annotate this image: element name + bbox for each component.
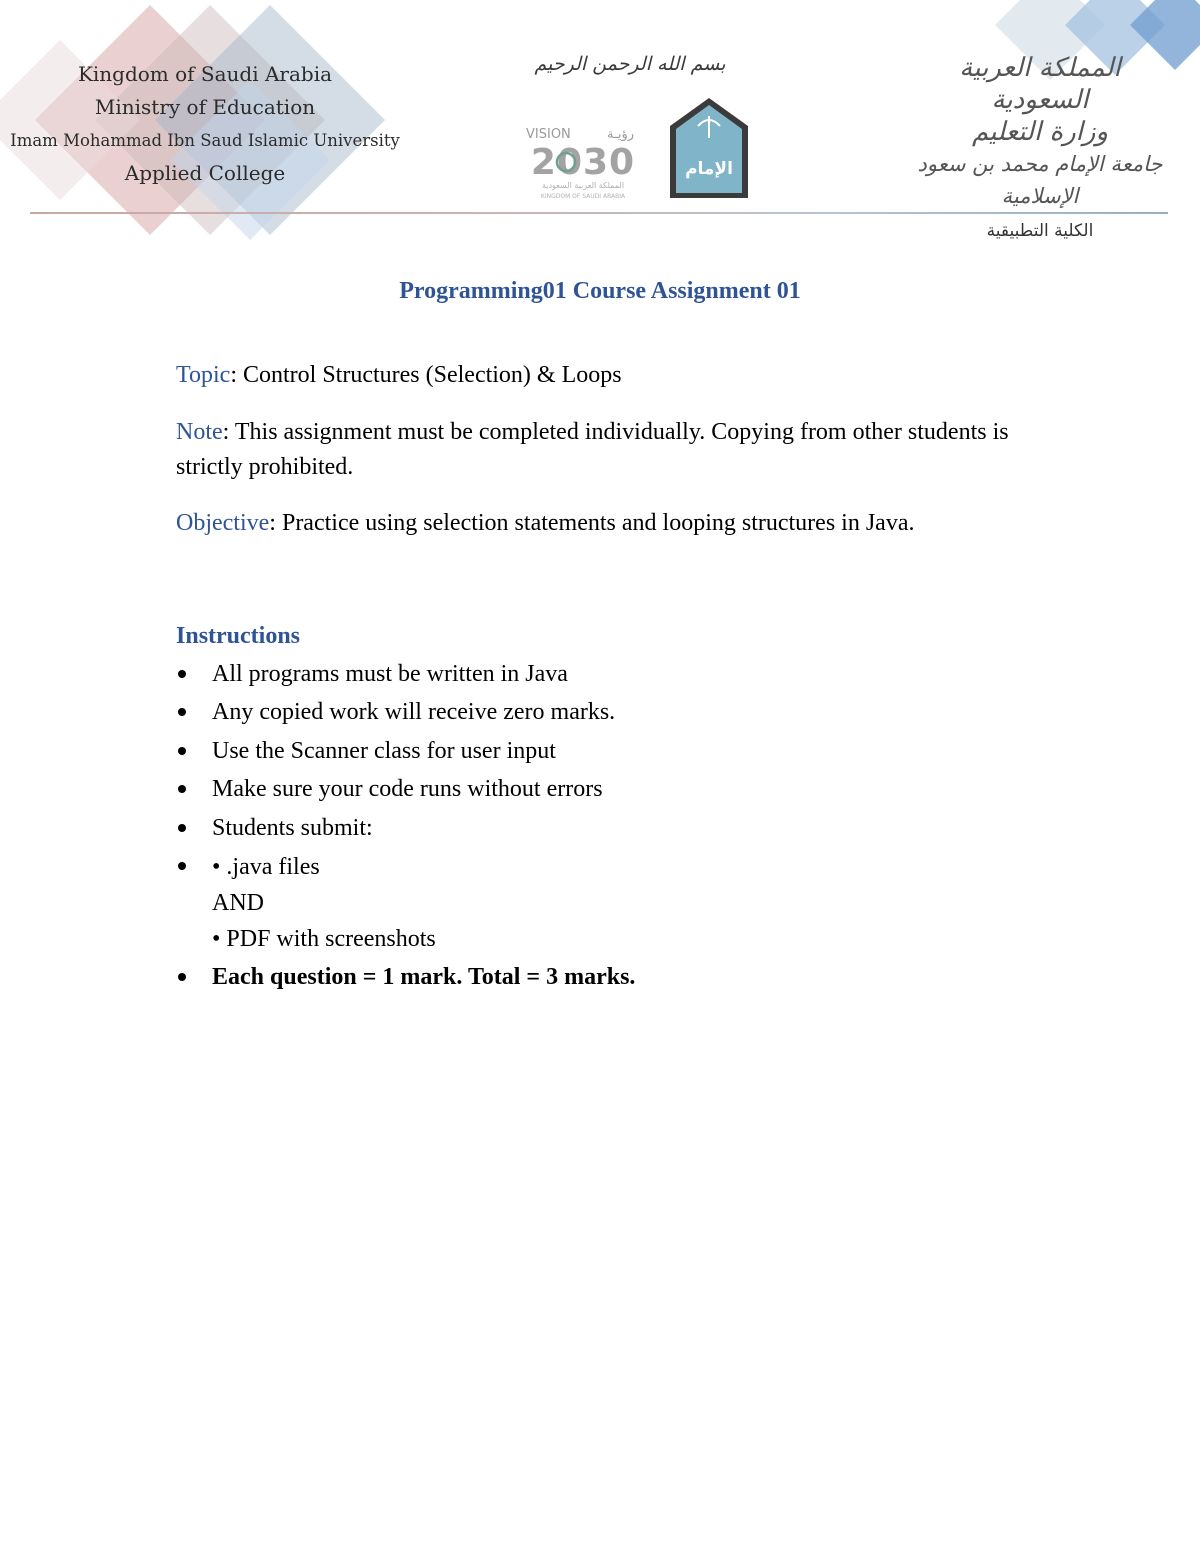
header-divider — [30, 212, 1168, 214]
instruction-text: Any copied work will receive zero marks. — [212, 699, 616, 726]
submission-java-files: • .java files — [212, 853, 320, 880]
list-item — [176, 657, 1036, 692]
instructions-list — [176, 657, 1036, 999]
list-item — [176, 734, 1036, 769]
kingdom-name: Kingdom of Saudi Arabia — [77, 62, 333, 86]
vision-year: 2030 — [530, 142, 636, 183]
objective-paragraph — [176, 506, 1036, 541]
list-item — [176, 695, 1036, 730]
bullet-icon — [178, 747, 186, 755]
list-item — [176, 811, 1036, 846]
bullet-icon — [178, 670, 186, 678]
basmala-calligraphy — [530, 42, 730, 84]
vision-caption-ar: المملكة العربية السعودية — [541, 181, 625, 190]
topic-text: : Control Structures (Selection) & Loops — [230, 362, 622, 388]
arabic-kingdom-name: المملكة العربية السعودية — [959, 53, 1121, 115]
bullet-icon — [178, 708, 186, 716]
instruction-text: Students submit: — [212, 814, 373, 841]
bullet-icon — [178, 973, 186, 981]
university-emblem — [668, 96, 750, 200]
college-name: Applied College — [124, 161, 286, 185]
arabic-ministry-name: وزارة التعليم — [971, 117, 1109, 147]
vision-label-en: VISION — [526, 127, 571, 142]
vision-2030-logo — [522, 122, 644, 202]
arabic-college-name: الكلية التطبيقية — [986, 221, 1094, 241]
marks-text: Each question = 1 mark. Total = 3 marks. — [212, 964, 636, 991]
instruction-text: Use the Scanner class for user input — [212, 737, 556, 764]
basmala-text: بسم الله الرحمن الرحيم — [534, 53, 726, 75]
objective-text: : Practice using selection statements and looping structures in Java. — [269, 510, 915, 536]
bullet-icon — [178, 785, 186, 793]
instruction-text: All programs must be written in Java — [212, 661, 568, 687]
submission-pdf: • PDF with screenshots — [212, 925, 436, 952]
list-item-marks — [176, 960, 1036, 995]
instructions-heading: Instructions — [176, 623, 301, 649]
list-item-submissions — [176, 849, 1036, 957]
vision-caption-en: KINGDOM OF SAUDI ARABIA — [540, 193, 626, 200]
ministry-name: Ministry of Education — [94, 95, 316, 119]
list-item — [176, 772, 1036, 807]
bullet-icon — [178, 862, 186, 870]
objective-label: Objective — [176, 510, 270, 536]
english-institution-block — [10, 58, 400, 190]
university-name: Imam Mohammad Ibn Saud Islamic University — [10, 131, 400, 150]
letterhead — [0, 0, 1200, 241]
arabic-institution-block — [910, 52, 1170, 246]
topic-paragraph — [176, 358, 1036, 393]
vision-label-ar: رؤيـة — [607, 127, 634, 142]
topic-label: Topic — [176, 362, 231, 388]
emblem-text: الإمام — [685, 159, 733, 179]
note-text: : This assignment must be completed individually. Copying from other students is strictly prohibited. — [176, 419, 1009, 480]
note-paragraph — [176, 415, 1036, 485]
instruction-text: Make sure your code runs without errors — [212, 776, 603, 803]
arabic-university-name: جامعة الإمام محمد بن سعود الإسلامية — [917, 152, 1163, 208]
assignment-title: Programming01 Course Assignment 01 — [399, 278, 801, 304]
submission-and: AND — [212, 889, 264, 916]
note-label: Note — [176, 419, 223, 445]
bullet-icon — [178, 824, 186, 832]
